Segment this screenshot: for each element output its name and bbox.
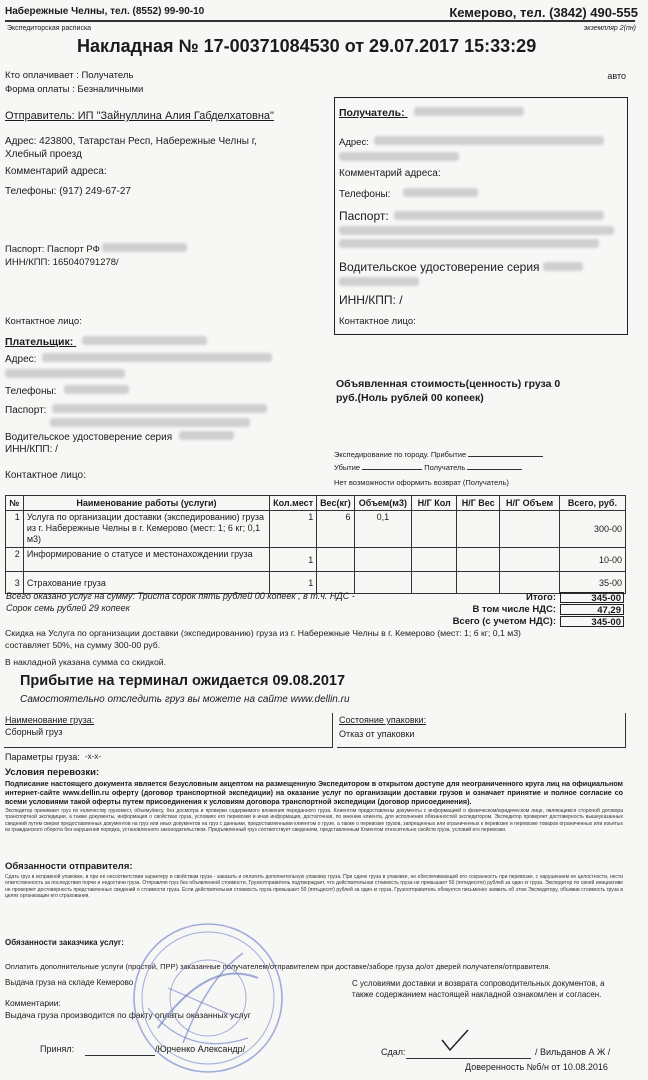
recipient-box (334, 97, 628, 335)
recipient-phones-label: Телефоны: (339, 189, 391, 200)
recipient-address-comment: Комментарий адреса: (339, 168, 441, 179)
col-service: Наименование работы (услуги) (23, 496, 269, 511)
row-weight (317, 548, 354, 572)
issue-warehouse: Выдача груза на складе Кемерово (5, 978, 134, 987)
cargo-name-box (4, 713, 333, 748)
handed-signature-line (406, 1058, 531, 1059)
redacted-recipient-passport-3 (339, 239, 599, 248)
issue-after-payment: Выдача груза производится по факту оплаты оказанных услуг (5, 1010, 251, 1020)
page-title: Накладная № 17-00371084530 от 29.07.2017 15:33:29 (77, 36, 537, 56)
row-ng-weight (457, 572, 500, 594)
conditions-body: Экспедитор принимает груз по количеству грузомест, объему/весу, без досмотра и проверки содержимого вложения переданного груза. Клиентом предоставлены документы с информацией о физическом/юридическом лице, являющимся стороной договора транспортной экспедиции, а также документы, информация о свойствах груза, условиях его перевозки и иная информация, достаточная, по мнению клиента, для исполнения обязанностей экспедитором. Экспедитор проверяет достоверность вышеуказанных сведений путем сверки предоставленных документов на груз или иных документов на груз с данными, предоставленными клиентом о грузе, а также о перевозке грузов, запрещенных или ограниченных к перевозке и перевозке товаров ограниченных или изъятых из гражданского оборота без нарушения порядка, установленного законодательством. Предъявленный груз соответствует сведениям, представленным Клиентом относительно свойств груза, условий его перевозки. (5, 808, 623, 833)
cargo-params: Параметры груза: (5, 752, 80, 762)
accepted-name: /Юрченко Александр/ (155, 1044, 246, 1054)
vat-label: В том числе НДС: (472, 604, 556, 615)
packaging-box (337, 713, 626, 748)
recipient-phones (339, 188, 478, 200)
payer-license-label: Водительское удостоверение серия (5, 432, 173, 443)
row-total: 35-00 (559, 572, 625, 594)
col-num: № (6, 496, 24, 511)
table-row (6, 511, 626, 548)
payer-license (5, 431, 234, 443)
sender-address-cont: Хлебный проезд (5, 149, 82, 160)
row-qty: 1 (270, 511, 317, 548)
recipient-inn: ИНН/КПП: / (339, 293, 403, 307)
redacted-recipient-passport-2 (339, 226, 614, 235)
agreement-line-1: С условиями доставки и возврата сопроводительных документов, а (352, 979, 605, 988)
row-ng-weight (457, 511, 500, 548)
header-rule (5, 20, 635, 22)
recipient-contact: Контактное лицо: (339, 316, 416, 327)
row-service: Информирование о статусе и местонахождении груза (23, 548, 269, 572)
cargo-params-value: -x-x- (85, 752, 101, 761)
recipient-license (339, 260, 583, 274)
row-ng-qty (412, 511, 457, 548)
recipient-passport (339, 209, 604, 223)
transport-type: авто (607, 71, 626, 81)
col-qty: Кол.мест (270, 496, 317, 511)
payer-heading-label: Плательщик: (5, 336, 74, 348)
redacted-recipient-license-2 (339, 277, 419, 286)
handed-label: Сдал: (381, 1047, 406, 1057)
sender-duties-body: Сдать груз в исправной упаковке, в при ее несоответствии характеру и свойствам груза - заказать и оплатить дополнительную упаковку груза. При сдаче груза в упаковке, не обеспечивающей его сохранность при перевозке, с нарушением ее целостности, нести ответственность за последствия порчи и недостачи груза. Отправляя груз без объявленной стоимости, Грузоотправитель подтверждает, что действительная стоимость груза не превышает 50 (пятидесяти) рублей за один кг груза. Экспедитор по своей инициативе не проверяет достоверность представленных сведений о стоимости груза. Если действительная стоимость груза превышает 50 (пятьдесят) рублей за один кг груза, Грузоотправитель обязуется письменно заявить об этом Экспедитору, объявив стоимость груза в целях организации его страхования. (5, 874, 623, 899)
recipient-heading (339, 107, 524, 119)
payer-inn: ИНН/КПП: / (5, 444, 58, 455)
itogo-value: 345-00 (560, 592, 624, 603)
row-ng-weight (457, 548, 500, 572)
vat-value: 47,29 (560, 604, 624, 615)
sender-inn: ИНН/КПП: 165040791278/ (5, 257, 119, 268)
recipient-address (339, 136, 604, 148)
conditions-intro: Подписание настоящего документа является безусловным акцептом на размещенную Экспедитором в открытом доступе для неограниченного круга лиц на официальном интернет-сайте www.dellin.ru оферту (договор транспортной экспедиции) на оказание услуг по организации доставки грузов и означает принятие и полное согласие со всеми условиями такой оферты путем присоединения к условиям договора транспортной экспедиции (договор присоединения). (5, 779, 623, 806)
table-header-row (6, 496, 626, 511)
sender-contact: Контактное лицо: (5, 316, 82, 327)
conditions-heading: Условия перевозки: (5, 767, 100, 778)
row-num: 1 (6, 511, 24, 548)
col-volume: Объем(м3) (354, 496, 412, 511)
sender-duties-heading: Обязанности отправителя: (5, 861, 133, 872)
grand-total-value: 345-00 (560, 616, 624, 627)
row-service: Услуга по организации доставки (экспедированию) груза из г. Набережные Челны в г. Кемерово (мест: 1; 6 кг; 0,1 м3) (23, 511, 269, 548)
declared-value: Объявленная стоимость(ценность) груза 0 (336, 378, 561, 390)
redacted-passport (102, 243, 187, 252)
packaging-value: Отказ от упаковки (339, 729, 415, 739)
sender-address: Адрес: 423800, Татарстан Респ, Набережные Челны г, (5, 136, 257, 147)
redacted-recipient-phone (403, 188, 478, 197)
company-stamp (128, 918, 288, 1078)
proxy-line: Доверенность №б/н от 10.08.2016 (465, 1062, 608, 1072)
signature-tick (440, 1028, 470, 1052)
recipient-passport-label: Паспорт: (339, 209, 389, 223)
sender-phones: Телефоны: (917) 249-67-27 (5, 186, 131, 197)
payer-heading (5, 336, 207, 348)
who-pays: Кто оплачивает : Получатель (5, 70, 134, 81)
row-ng-volume (500, 548, 560, 572)
redacted-payer-name (82, 336, 207, 345)
forwarding-recipient-label: Получатель (424, 463, 466, 472)
redacted-payer-passport-2 (50, 418, 250, 427)
row-ng-qty (412, 548, 457, 572)
row-volume (354, 572, 412, 594)
redacted-payer-passport (52, 404, 267, 413)
discount-line: Скидка на Услуга по организации доставки (экспедированию) груза из г. Набережные Челны в г. Кемерово (мест: 1; 6 кг; 0,1 м3) (5, 628, 521, 638)
sender-address-comment: Комментарий адреса: (5, 166, 107, 177)
accepted-label: Принял: (40, 1044, 75, 1054)
cargo-name-value: Сборный груз (5, 727, 63, 737)
declared-value-words: руб.(Ноль рублей 00 копеек) (336, 392, 484, 404)
redacted-recipient-license (543, 262, 583, 271)
recipient-address-label: Адрес: (339, 137, 369, 148)
row-ng-qty (412, 572, 457, 594)
row-volume (354, 548, 412, 572)
row-service: Страхование груза (23, 572, 269, 594)
recipient-heading-label: Получатель: (339, 107, 405, 119)
payer-address-label: Адрес: (5, 354, 37, 365)
row-weight: 6 (317, 511, 354, 548)
row-num: 2 (6, 548, 24, 572)
redacted-recipient-passport (394, 211, 604, 220)
discount-note: В накладной указана сумма со скидкой. (5, 657, 167, 667)
fill-line (468, 456, 543, 457)
arrival-subtitle: Самостоятельно отследить груз вы можете на сайте www.dellin.ru (20, 694, 350, 705)
fill-line (467, 469, 522, 470)
forwarding-arrival (334, 450, 543, 459)
redacted-payer-license (179, 431, 234, 440)
redacted-payer-address-2 (5, 369, 125, 378)
sender-passport-label: Паспорт: Паспорт РФ (5, 244, 100, 255)
payment-form: Форма оплаты : Безналичными (5, 84, 144, 95)
redacted-recipient-name (414, 107, 524, 116)
table-row (6, 548, 626, 572)
customer-duties-body: Оплатить дополнительные услуги (простой, ПРР) заказанные получателем/отправителем при доставке/заборе груза до/от дверей получателя/отправителя. (5, 962, 551, 971)
right-office-phone: Кемерово, тел. (3842) 490-555 (449, 5, 638, 20)
payer-phones (5, 385, 129, 397)
fill-line (362, 469, 422, 470)
row-num: 3 (6, 572, 24, 594)
forwarding-departure-label: Убытие (334, 463, 361, 472)
forwarding-arrival-label: Экспедирование по городу. Прибытие (334, 450, 467, 459)
agreement-line-2: также содержанием настоящей накладной ознакомлен и согласен. (352, 990, 602, 999)
forwarding-departure (334, 463, 522, 472)
packaging-label: Состояние упаковки: (339, 715, 427, 725)
col-weight: Вес(кг) (317, 496, 354, 511)
vat-in-words: Сорок семь рублей 29 копеек (6, 603, 130, 613)
col-ng-qty: Н/Г Кол (412, 496, 457, 511)
col-total: Всего, руб. (559, 496, 625, 511)
sender-passport (5, 243, 187, 255)
redacted-payer-phone (64, 385, 129, 394)
discount-amount: составляет 50%, на сумму 300-00 руб. (5, 640, 161, 650)
row-total: 10-00 (559, 548, 625, 572)
itogo-label: Итого: (526, 592, 556, 603)
grand-total-label: Всего (с учетом НДС): (452, 616, 556, 627)
services-table (5, 495, 626, 594)
comments-label: Комментарии: (5, 998, 61, 1008)
row-ng-volume (500, 511, 560, 548)
left-office-phone: Набережные Челны, тел. (8552) 99-90-10 (5, 6, 205, 17)
sender-heading: Отправитель: ИП "Зайнуллина Алия Габделхатовна" (5, 110, 274, 122)
copy-note: экземпляр 2(пн) (583, 25, 636, 32)
row-qty: 1 (270, 548, 317, 572)
total-in-words: Всего оказано услуг на сумму: Триста сорок пять рублей 00 копеек , в т.ч. НДС - (6, 591, 355, 601)
redacted-recipient-address (374, 136, 604, 145)
redacted-payer-address (42, 353, 272, 362)
doc-type: Экспедиторская расписка (7, 25, 92, 32)
recipient-license-label: Водительское удостоверение серия (339, 260, 540, 274)
customer-duties-heading: Обязанности заказчика услуг: (5, 938, 124, 947)
row-volume: 0,1 (354, 511, 412, 548)
redacted-recipient-address-2 (339, 152, 459, 161)
forwarding-return: Нет возможности оформить возврат (Получатель) (334, 478, 509, 487)
payer-address (5, 353, 272, 365)
cargo-name-label: Наименование груза: (5, 715, 95, 725)
payer-passport (5, 404, 267, 416)
row-qty: 1 (270, 572, 317, 594)
payer-contact: Контактное лицо: (5, 470, 86, 481)
col-ng-volume: Н/Г Объем (500, 496, 560, 511)
row-total: 300-00 (559, 511, 625, 548)
payer-passport-label: Паспорт: (5, 405, 47, 416)
handed-name: / Вильданов А Ж / (535, 1047, 611, 1057)
col-ng-weight: Н/Г Вес (457, 496, 500, 511)
payer-phones-label: Телефоны: (5, 386, 57, 397)
row-ng-volume (500, 572, 560, 594)
arrival-title: Прибытие на терминал ожидается 09.08.2017 (20, 673, 346, 689)
